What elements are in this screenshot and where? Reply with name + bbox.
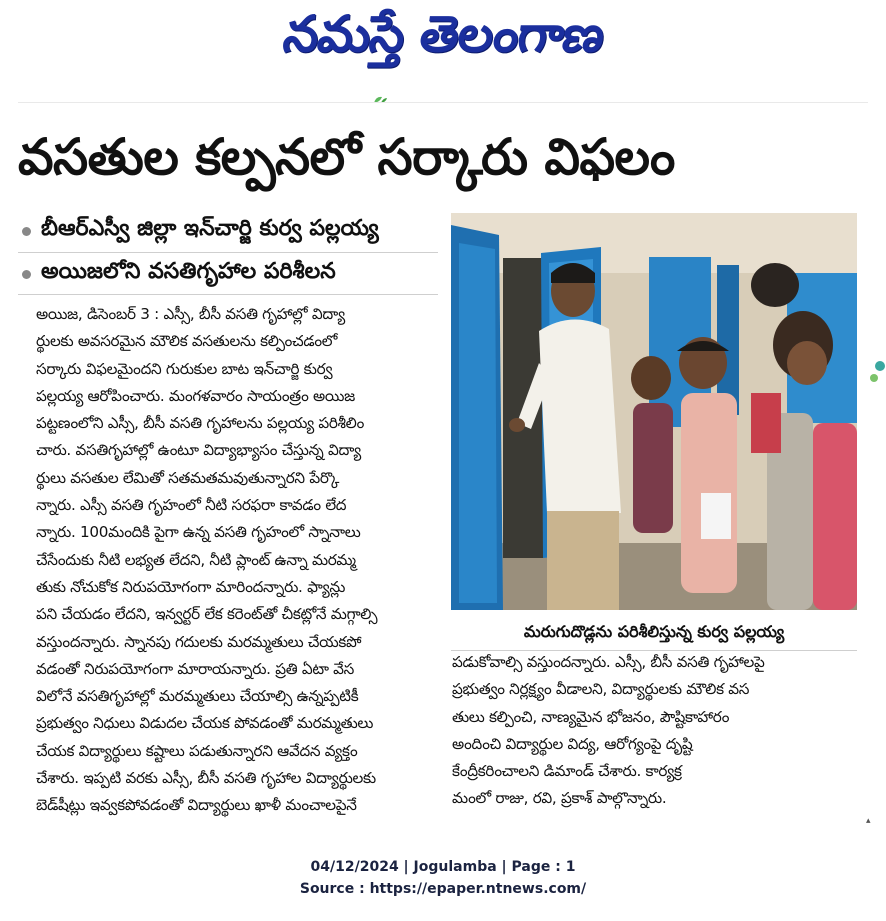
article-body-right-column <box>452 649 862 813</box>
article-text-line: మంలో రాజు, రవి, ప్రకాశ్ పాల్గొన్నారు. <box>452 789 667 808</box>
bullet-dot-icon <box>22 227 31 236</box>
news-photo <box>451 213 857 610</box>
article-text-line: చేయక విద్యార్థులు కష్టాలు పడుతున్నారని ఆవేదన వ్యక్తం <box>36 741 358 760</box>
page-footer <box>0 856 886 900</box>
subheading-bullet <box>18 256 336 292</box>
article-text-line: పడుకోవాల్సి వస్తుందన్నారు. ఎస్సీ, బీసీ వసతి గృహాలపై <box>452 653 765 671</box>
article-text-line: చేసేందుకు నీటి లభ్యత లేదని, నీటి ప్లాంట్ ఉన్నా మరమ్మ <box>36 550 356 569</box>
article-text-line: అయిజ, డిసెంబర్ 3 : ఎస్సీ, బీసీ వసతి గృహాల్లో విద్యా <box>36 305 345 323</box>
article-text-line: విలోనే వసతిగృహాల్లో మరమ్మతులు చేయాల్సి ఉన్నప్పటికీ <box>36 687 359 706</box>
subheading-text: అయిజలోని వసతిగృహాల పరిశీలన <box>41 259 336 284</box>
article-text-line: వడంతో నిరుపయోగంగా మారాయన్నారు. ప్రతి ఏటా వేస <box>36 659 355 678</box>
footer-source: Source : https://epaper.ntnews.com/ <box>299 881 587 897</box>
article-text-line: వస్తుందన్నారు. స్నానపు గదులకు మరమ్మతులు చేయకపో <box>36 632 362 651</box>
leaf-icon <box>372 95 388 105</box>
article-text-line: తుకు నోచుకోక నిరుపయోగంగా మారిందన్నారు. ఫ్యాన్లు <box>36 577 346 596</box>
article-text-line: న్నారు. 100మందికి పైగా ఉన్న వసతి గృహంలో స్నానాలు <box>36 523 361 542</box>
photo-caption: మరుగుదొడ్లను పరిశీలిస్తున్న కుర్వ పల్లయ్య <box>523 621 785 641</box>
masthead-logo-text: నమస్తే తెలంగాణ <box>280 4 608 63</box>
article-text-line: పల్లయ్య ఆరోపించారు. మంగళవారం సాయంత్రం అయిజ <box>36 386 355 405</box>
article-text-line: పని చేయడం లేదని, ఇన్వర్టర్ లేక కరెంట్‌తో చీకట్లోనే మగ్గాల్సి <box>36 605 378 624</box>
article-text-line: చేశారు. ఇప్పటి వరకు ఎస్సీ, బీసీ వసతి గృహాల విద్యార్థులకు <box>36 769 376 788</box>
subheading-text: బీఆర్ఎస్వీ జిల్లా ఇన్‌చార్జి కుర్వ పల్లయ్య <box>41 216 379 241</box>
article-text-line: న్నారు. ఎస్సీ వసతి గృహంలో నీటి సరఫరా కావడం లేద <box>36 496 347 515</box>
footer-edition-info: 04/12/2024 | Jogulamba | Page : 1 <box>310 859 576 875</box>
masthead-divider <box>18 102 868 103</box>
bullet-dot-icon <box>22 270 31 279</box>
decorative-dots-icon <box>868 358 886 388</box>
article-text-line: చారు. వసతిగృహాల్లో ఉంటూ విద్యాభ్యాసం చేస్తున్న విద్యా <box>36 441 361 460</box>
article-text-line: అందించి విద్యార్థుల విద్య, ఆరోగ్యంపై దృష్టి <box>452 734 693 753</box>
article-text-line: తులు కల్పించి, నాణ్యమైన భోజనం, పౌష్టికాహారం <box>452 707 730 726</box>
article-headline: వసతుల కల్పనలో సర్కారు విఫలం <box>18 128 675 186</box>
masthead <box>0 0 886 80</box>
article-text-line: పట్టణంలోని ఎస్సీ, బీసీ వసతి గృహాలను పల్లయ్య పరిశీలిం <box>36 414 365 433</box>
article-text-line: ప్రభుత్వం నిర్లక్ష్యం వీడాలని, విద్యార్థులకు మౌలిక వస <box>452 680 750 699</box>
subheading-rule <box>18 294 438 295</box>
article-text-line: బెడ్‌షీట్లు ఇవ్వకపోవడంతో విద్యార్థులు ఖాళీ మంచాలపైనే <box>36 796 357 815</box>
page-corner-mark: ▴ <box>866 816 871 826</box>
article-text-line: ర్థులు వసతుల లేమితో సతమతమవుతున్నారని పేర్కొ <box>36 468 340 487</box>
article-text-line: ర్థులకు అవసరమైన మౌలిక వసతులను కల్పించడంలో <box>36 332 338 351</box>
subheading-rule <box>18 252 438 253</box>
subheading-bullet <box>18 213 379 249</box>
article-body-left-column <box>36 301 436 820</box>
article-text-line: సర్కారు విఫలమైందని గురుకుల బాట ఇన్‌చార్జి కుర్వ <box>36 359 333 378</box>
article-text-line: ప్రభుత్వం నిధులు విడుదల చేయక పోవడంతో మరమ్మతులు <box>36 714 374 733</box>
article-text-line: కేంద్రీకరించాలని డిమాండ్ చేశారు. కార్యక్ర <box>452 762 682 781</box>
